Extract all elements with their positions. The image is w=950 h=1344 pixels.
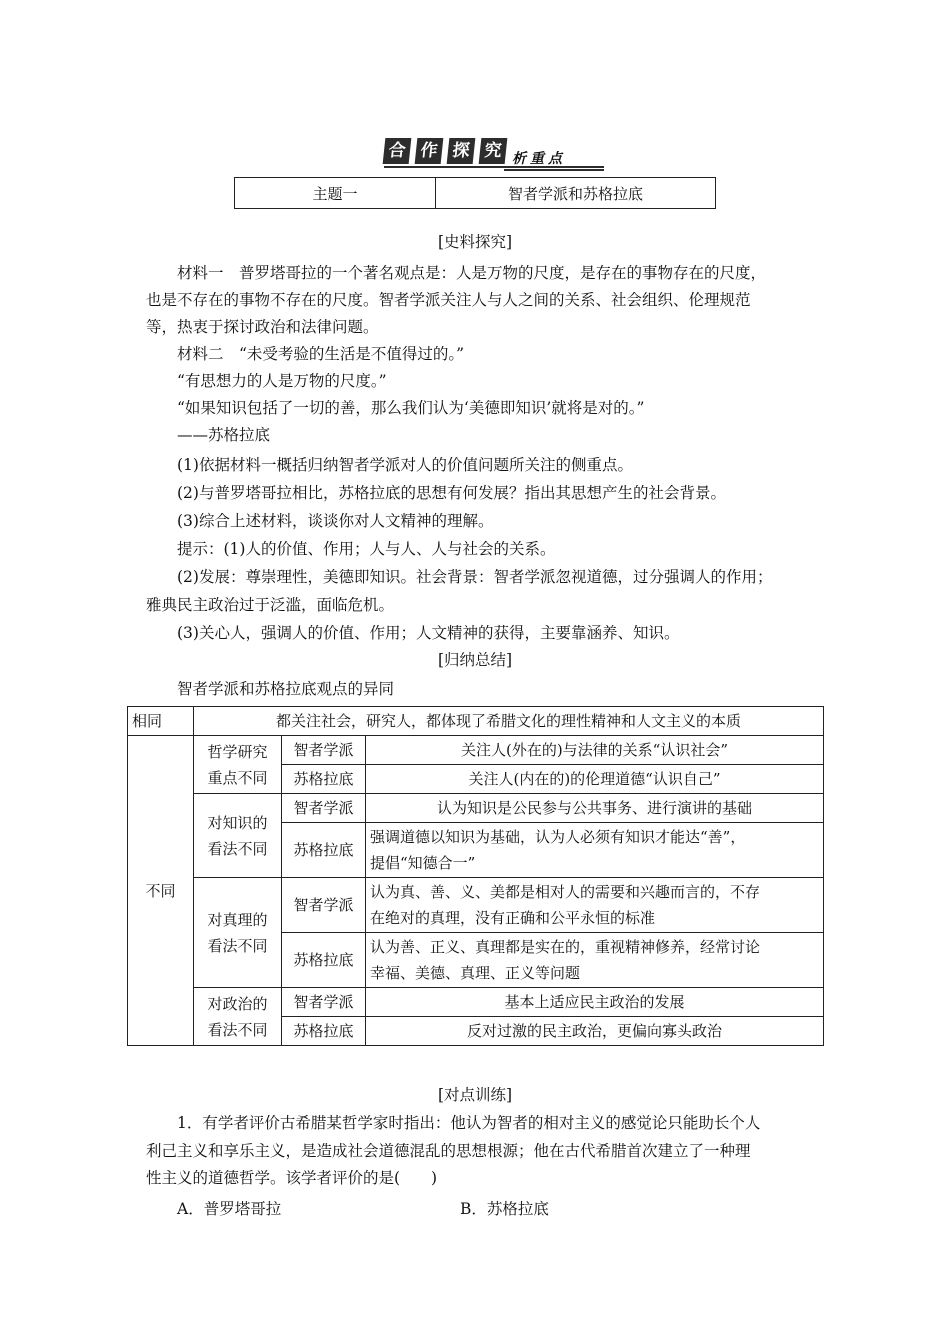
view-text: 在绝对的真理，没有正确和公平永恒的标准 <box>370 909 656 927</box>
view-cell <box>366 823 824 878</box>
category-cell <box>194 794 282 878</box>
view-cell: 认为知识是公民参与公共事务、进行演讲的基础 <box>366 794 824 823</box>
table-row <box>128 707 824 736</box>
hint-3: (3)关心人，强调人的价值、作用；人文精神的获得，主要靠涵养、知识。 <box>177 624 680 642</box>
category-text: 看法不同 <box>207 839 268 858</box>
topic-label: 主题一 <box>235 178 436 209</box>
material1-line: 等，热衷于探讨政治和法律问题。 <box>146 318 379 336</box>
same-label: 相同 <box>128 707 194 736</box>
party-cell: 智者学派 <box>282 736 366 765</box>
exercise-line: 1．有学者评价古希腊某哲学家时指出：他认为智者的相对主义的感觉论只能助长个人 <box>177 1114 761 1132</box>
view-cell: 关注人(外在的)与法律的关系“认识社会” <box>366 736 824 765</box>
view-text: 幸福、美德、真理、正义等问题 <box>370 964 581 982</box>
material1-line: 也是不存在的事物不存在的尺度。智者学派关注人与人之间的关系、社会组织、伦理规范 <box>146 291 751 309</box>
banner-char: 合 <box>383 138 412 164</box>
banner-underline <box>384 166 604 168</box>
category-text: 对政治的 <box>207 994 268 1013</box>
view-cell: 基本上适应民主政治的发展 <box>366 988 824 1017</box>
hint-2-cont: 雅典民主政治过于泛滥，面临危机。 <box>146 596 395 614</box>
topic-title: 智者学派和苏格拉底 <box>436 178 716 209</box>
view-cell <box>366 933 824 988</box>
section-heading-source: [史料探究] <box>437 233 513 251</box>
table-row <box>128 794 824 823</box>
category-text: 重点不同 <box>207 768 268 787</box>
category-cell <box>194 988 282 1046</box>
material2-line: 材料二 “未受考验的生活是不值得过的。” <box>177 345 465 363</box>
table-row <box>128 878 824 933</box>
category-text: 对真理的 <box>207 910 268 929</box>
view-text: 认为真、善、义、美都是相对人的需要和兴趣而言的，不存 <box>370 883 761 901</box>
category-cell <box>194 878 282 988</box>
party-cell: 苏格拉底 <box>282 933 366 988</box>
category-cell <box>194 736 282 794</box>
material2-line: “有思想力的人是万物的尺度。” <box>177 372 387 390</box>
question-1: (1)依据材料一概括归纳智者学派对人的价值问题所关注的侧重点。 <box>177 456 633 474</box>
same-text: 都关注社会，研究人，都体现了希腊文化的理性精神和人文主义的本质 <box>194 707 824 736</box>
option-b: B．苏格拉底 <box>460 1200 549 1218</box>
exercise-line: 性主义的道德哲学。该学者评价的是( ) <box>146 1169 438 1187</box>
banner-char: 究 <box>479 138 508 164</box>
category-text: 对知识的 <box>207 813 268 832</box>
party-cell: 苏格拉底 <box>282 1017 366 1046</box>
view-text: 认为善、正义、真理都是实在的，重视精神修养，经常讨论 <box>370 938 761 956</box>
view-cell: 关注人(内在的)的伦理道德“认识自己” <box>366 765 824 794</box>
view-cell <box>366 878 824 933</box>
party-cell: 智者学派 <box>282 988 366 1017</box>
section-heading-training: [对点训练] <box>437 1086 513 1104</box>
section-banner <box>384 138 604 172</box>
material2-source: ——苏格拉底 <box>177 426 271 444</box>
table-row <box>128 988 824 1017</box>
category-text: 哲学研究 <box>207 742 268 761</box>
hint-2: (2)发展：尊崇理性，美德即知识。社会背景：智者学派忽视道德，过分强调人的作用； <box>177 568 773 586</box>
question-2: (2)与普罗塔哥拉相比，苏格拉底的思想有何发展？指出其思想产生的社会背景。 <box>177 484 726 502</box>
view-cell: 反对过激的民主政治，更偏向寡头政治 <box>366 1017 824 1046</box>
section-heading-summary: [归纳总结] <box>437 651 513 669</box>
banner-char: 作 <box>415 138 444 164</box>
comparison-table <box>127 706 824 1046</box>
option-a: A．普罗塔哥拉 <box>177 1200 282 1218</box>
party-cell: 苏格拉底 <box>282 823 366 878</box>
category-text: 看法不同 <box>207 936 268 955</box>
material2-line: “如果知识包括了一切的善，那么我们认为‘美德即知识’就将是对的。” <box>177 399 645 417</box>
party-cell: 智者学派 <box>282 878 366 933</box>
table-title: 智者学派和苏格拉底观点的异同 <box>177 680 395 698</box>
exercise-line: 利己主义和享乐主义，是造成社会道德混乱的思想根源；他在古代希腊首次建立了一种理 <box>146 1142 751 1160</box>
view-text: 提倡“知德合一” <box>370 854 476 872</box>
table-row <box>128 736 824 765</box>
banner-subtitle: 析重点 <box>512 151 566 167</box>
banner-char: 探 <box>447 138 476 164</box>
hint-1: 提示：(1)人的价值、作用；人与人、人与社会的关系。 <box>177 540 556 558</box>
party-cell: 苏格拉底 <box>282 765 366 794</box>
view-text: 强调道德以知识为基础，认为人必须有知识才能达“善”， <box>370 828 746 846</box>
material1-line: 材料一 普罗塔哥拉的一个著名观点是：人是万物的尺度，是存在的事物存在的尺度， <box>177 264 767 282</box>
category-text: 看法不同 <box>207 1020 268 1039</box>
party-cell: 智者学派 <box>282 794 366 823</box>
question-3: (3)综合上述材料，谈谈你对人文精神的理解。 <box>177 512 494 530</box>
topic-header-table <box>234 177 716 209</box>
diff-label: 不同 <box>128 736 194 1046</box>
